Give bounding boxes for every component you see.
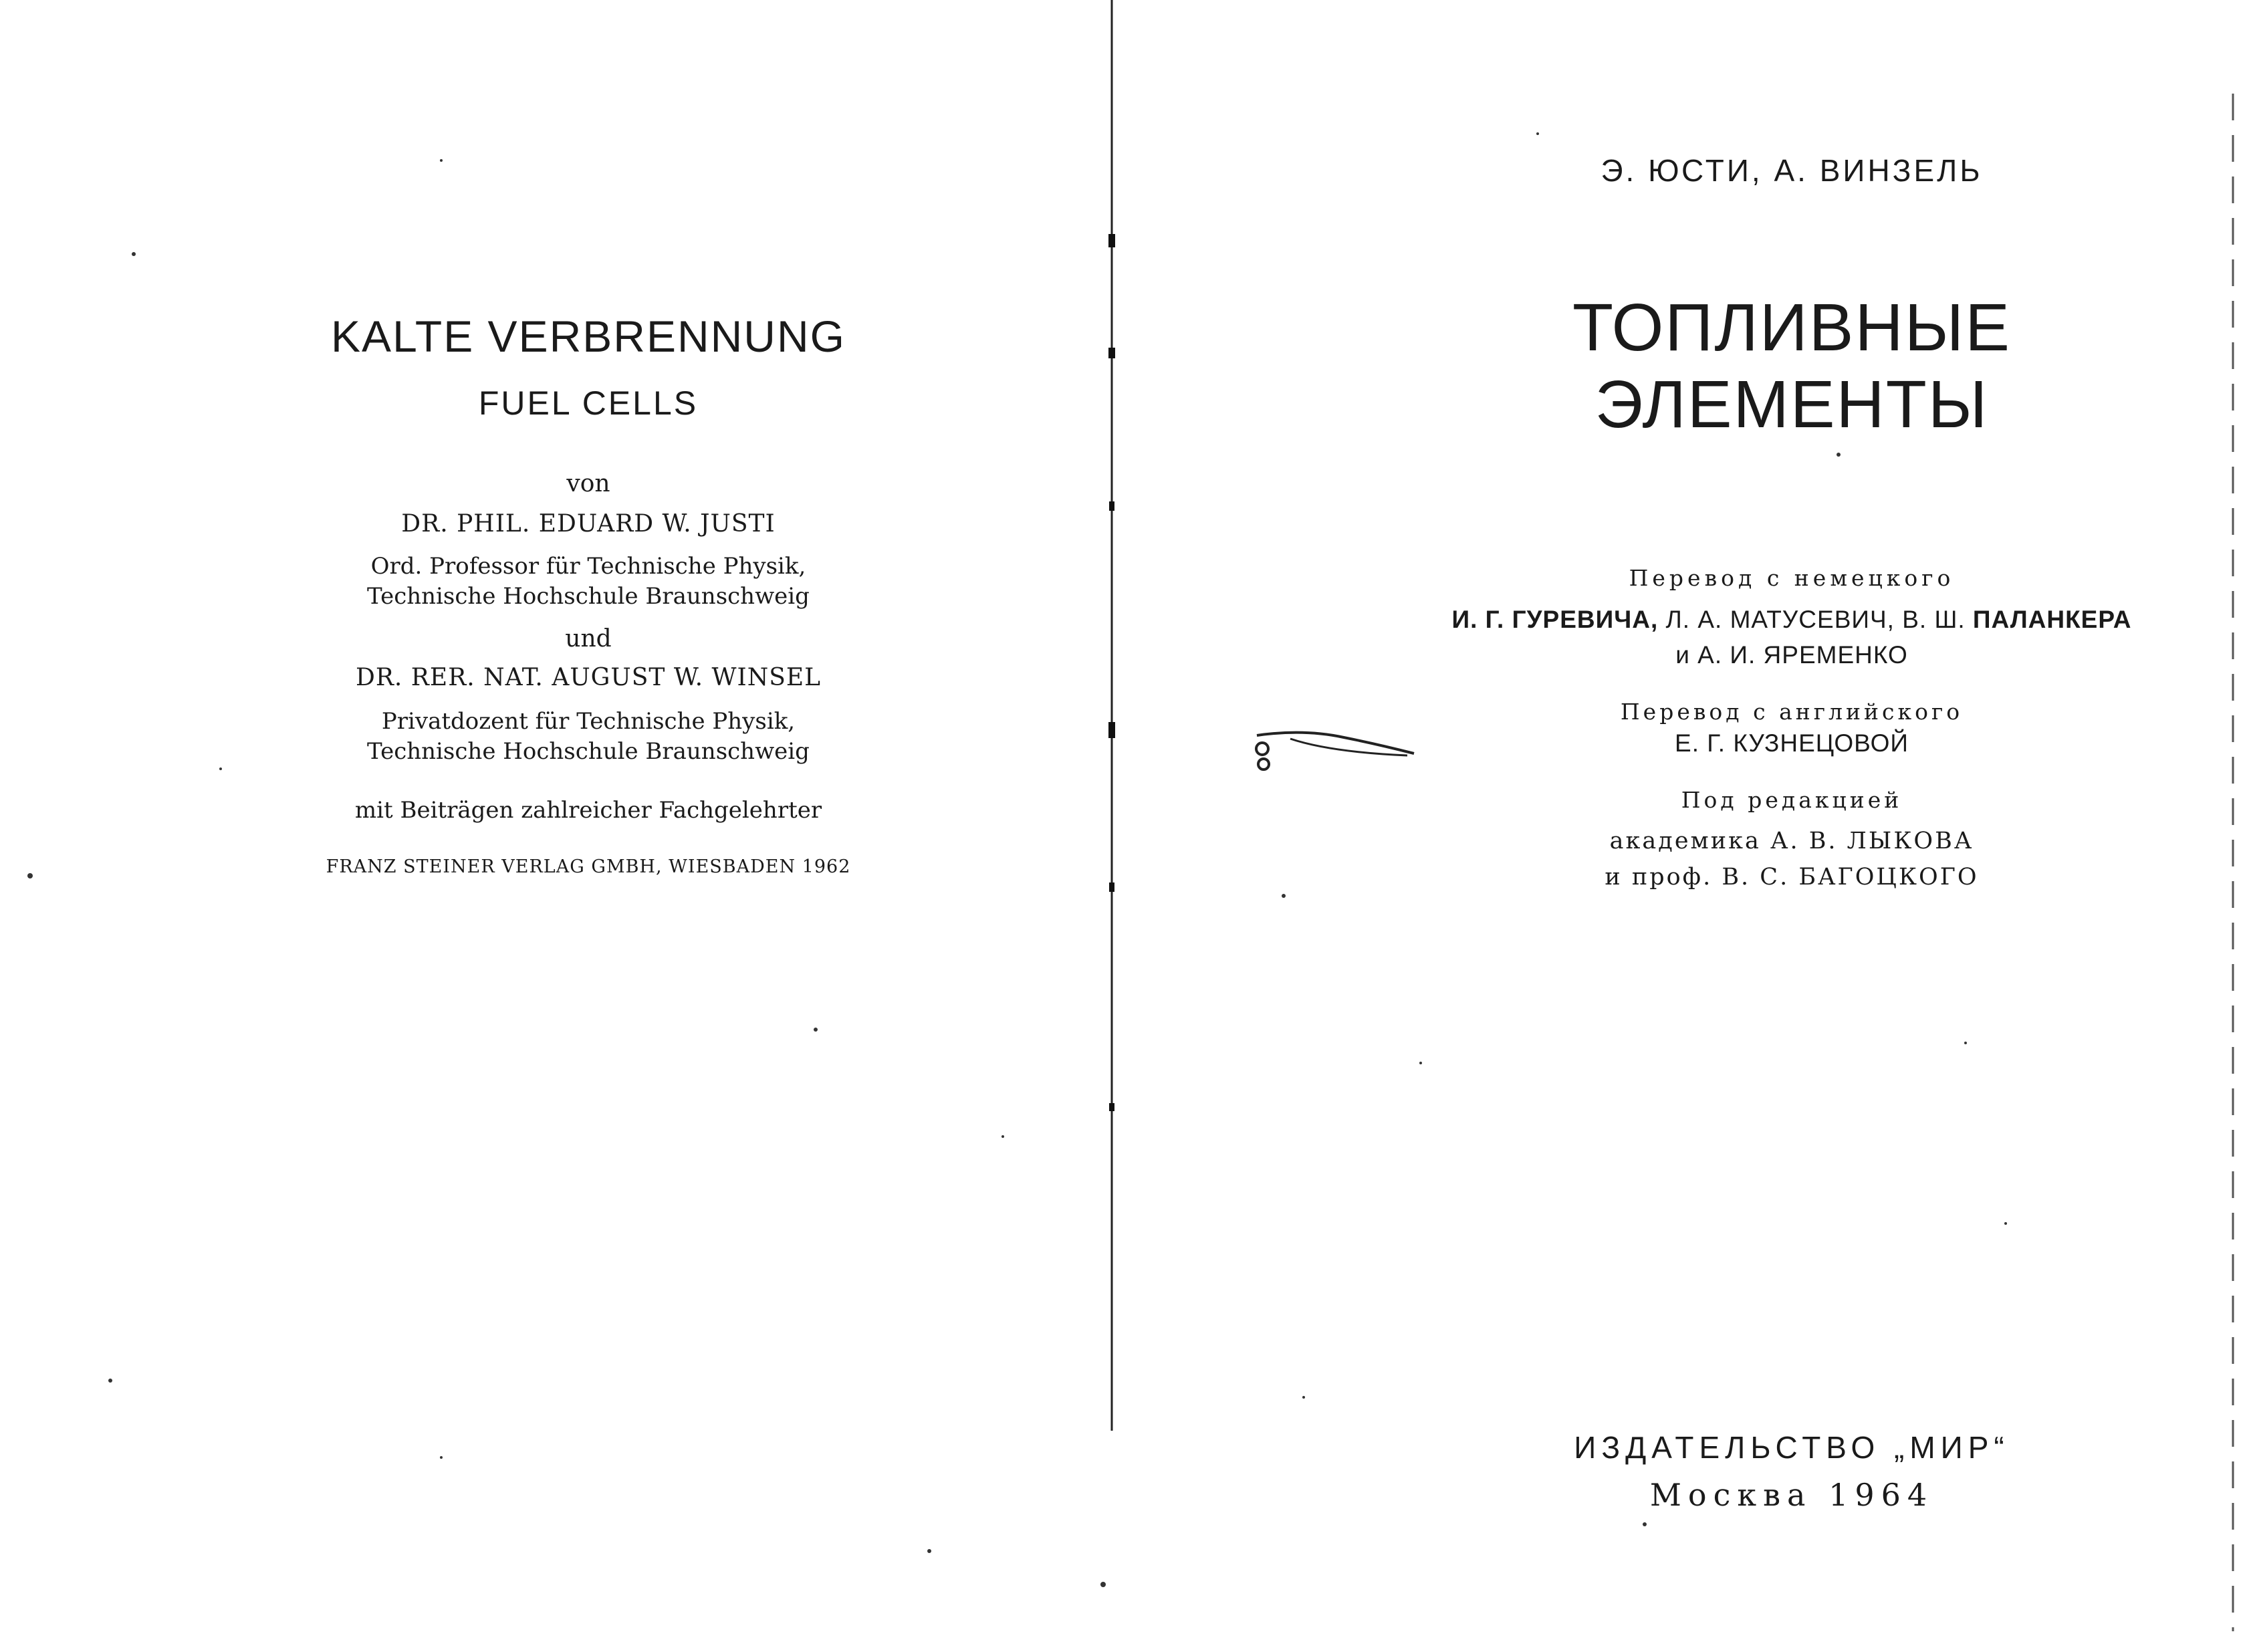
authors-russian: Э. ЮСТИ, А. ВИНЗЕЛЬ xyxy=(1601,153,1983,188)
author-1-position: Ord. Professor für Technische Physik, xyxy=(370,553,806,580)
author-2-institution: Technische Hochschule Braunschweig xyxy=(367,738,810,765)
contributors-note: mit Beiträgen zahlreicher Fachgelehrter xyxy=(354,797,822,824)
author-1-institution: Technische Hochschule Braunschweig xyxy=(367,583,810,610)
author-2-position: Privatdozent für Technische Physik, xyxy=(381,708,796,735)
author-name-1: DR. PHIL. EDUARD W. JUSTI xyxy=(401,510,776,538)
book-spine-fold-line xyxy=(1107,0,1116,1431)
german-translation-label: Перевод с немецкого xyxy=(1629,565,1955,591)
german-publisher-imprint: FRANZ STEINER VERLAG GMBH, WIESBADEN 1962 xyxy=(326,856,851,877)
translators-matusevich: Л. А. МАТУСЕВИЧ, В. Ш. xyxy=(1665,606,1966,633)
translator-palanker: ПАЛАНКЕРА xyxy=(1972,606,2132,633)
english-translator: Е. Г. КУЗНЕЦОВОЙ xyxy=(1675,729,1909,757)
and-word: und xyxy=(565,625,612,653)
editor-2: и проф. В. С. БАГОЦКОГО xyxy=(1605,864,1979,891)
english-translation-label: Перевод с английского xyxy=(1620,699,1964,725)
publication-city-year: Москва 1964 xyxy=(1649,1477,1934,1513)
russian-publisher: ИЗДАТЕЛЬСТВО „МИР“ xyxy=(1574,1430,2010,1465)
author-name-2: DR. RER. NAT. AUGUST W. WINSEL xyxy=(355,664,822,691)
page-edge-shadow xyxy=(2225,94,2238,1631)
book-title-german: KALTE VERBRENNUNG xyxy=(331,312,846,361)
editors-label: Под редакцией xyxy=(1681,787,1903,813)
german-translators-line-1 xyxy=(1452,607,2132,632)
book-subtitle: FUEL CELLS xyxy=(478,384,699,422)
book-title-russian-line-1: ТОПЛИВНЫЕ xyxy=(1572,290,2011,365)
editor-1: академика А. В. ЛЫКОВА xyxy=(1609,828,1974,854)
handwritten-ink-mark xyxy=(1250,719,1424,772)
translator-gurevich: И. Г. ГУРЕВИЧА, xyxy=(1451,606,1659,633)
german-translators-line-2: и А. И. ЯРЕМЕНКО xyxy=(1675,641,1908,669)
by-word: von xyxy=(566,470,610,497)
book-title-russian-line-2: ЭЛЕМЕНТЫ xyxy=(1594,367,1989,442)
